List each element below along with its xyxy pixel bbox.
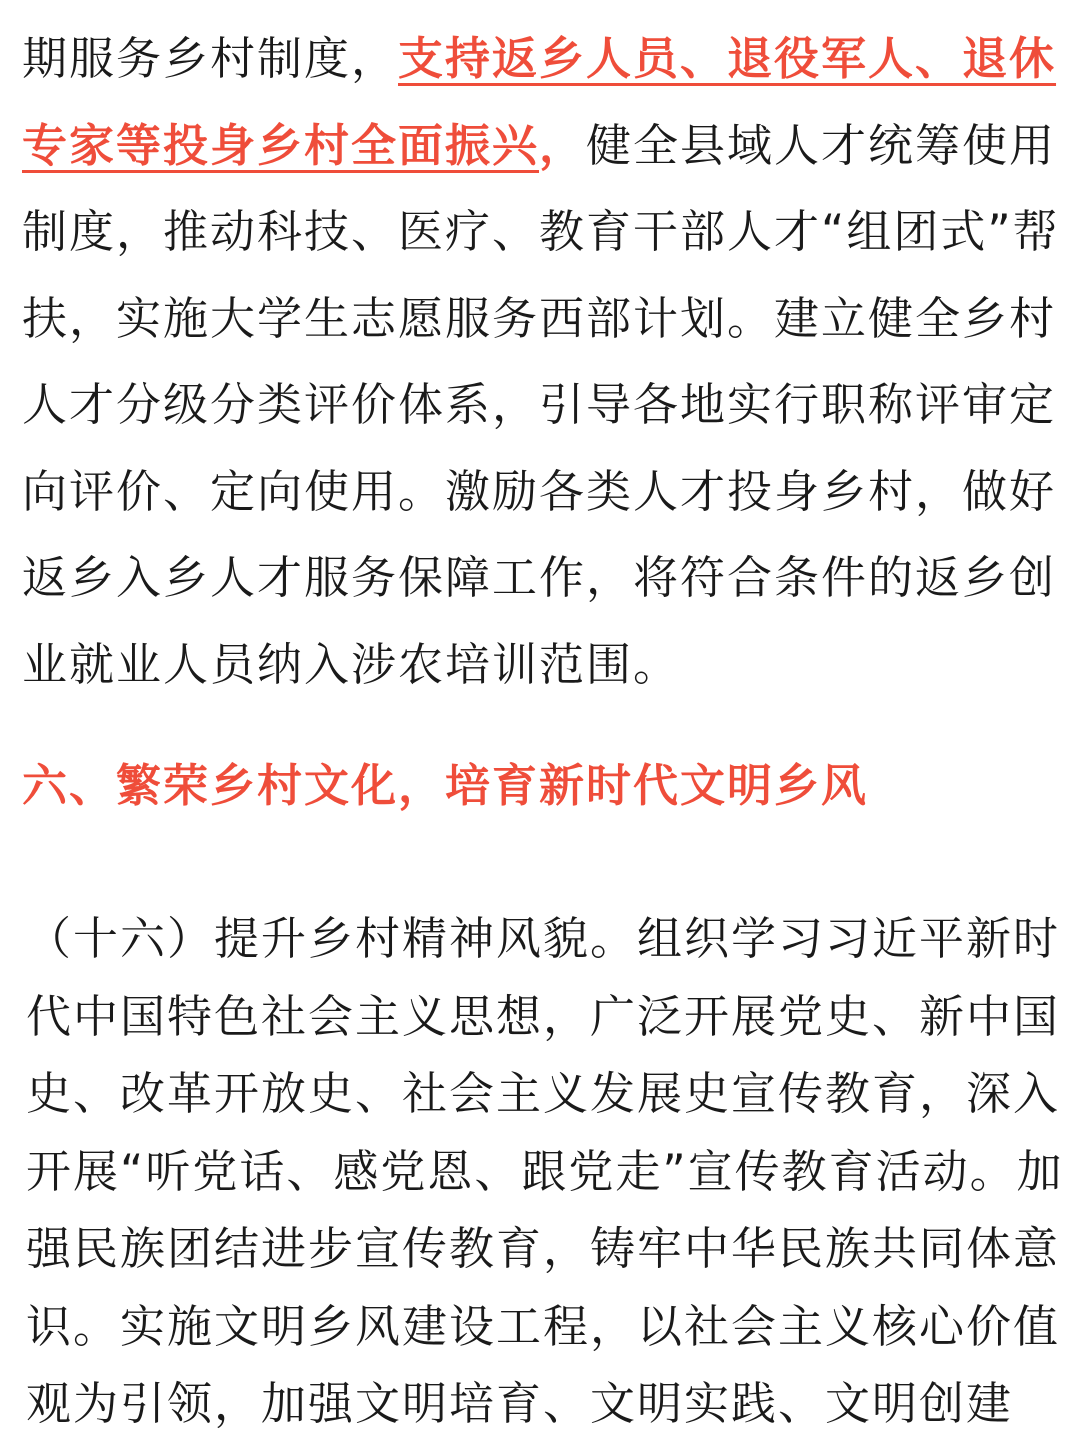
paragraph-talent-policy	[22, 16, 1062, 708]
paragraph-rural-spirit: （十六）提升乡村精神风貌。组织学习习近平新时代中国特色社会主义思想，广泛开展党史、新中国史、改革开放史、社会主义发展史宣传教育，深入开展“听党话、感党恩、跟党走”宣传教育活动。加强民族团结进步宣传教育，铸牢中华民族共同体意识。实施文明乡风建设工程，以社会主义核心价值观为引领，加强文明培育、文明实践、文明创建	[26, 912, 1064, 1430]
highlighted-policy-text: 支持返乡人员、退役军人、退休专家等投身乡村全面振兴	[22, 32, 1057, 172]
section-heading: 六、繁荣乡村文化，培育新时代文明乡风	[22, 759, 869, 812]
paragraph-lead-text: 期服务乡村制度，	[22, 32, 399, 85]
paragraph-body-text: 健全县域人才统筹使用制度，推动科技、医疗、教育干部人才“组团式”帮扶，实施大学生志愿服务西部计划。建立健全乡村人才分级分类评价体系，引导各地实行职称评审定向评价、定向使用。激励各类人才投身乡村，做好返乡入乡人才服务保障工作，将符合条件的返乡创业就业人员纳入涉农培训范围。	[22, 118, 1060, 691]
highlighted-punctuation: ，	[539, 118, 587, 172]
